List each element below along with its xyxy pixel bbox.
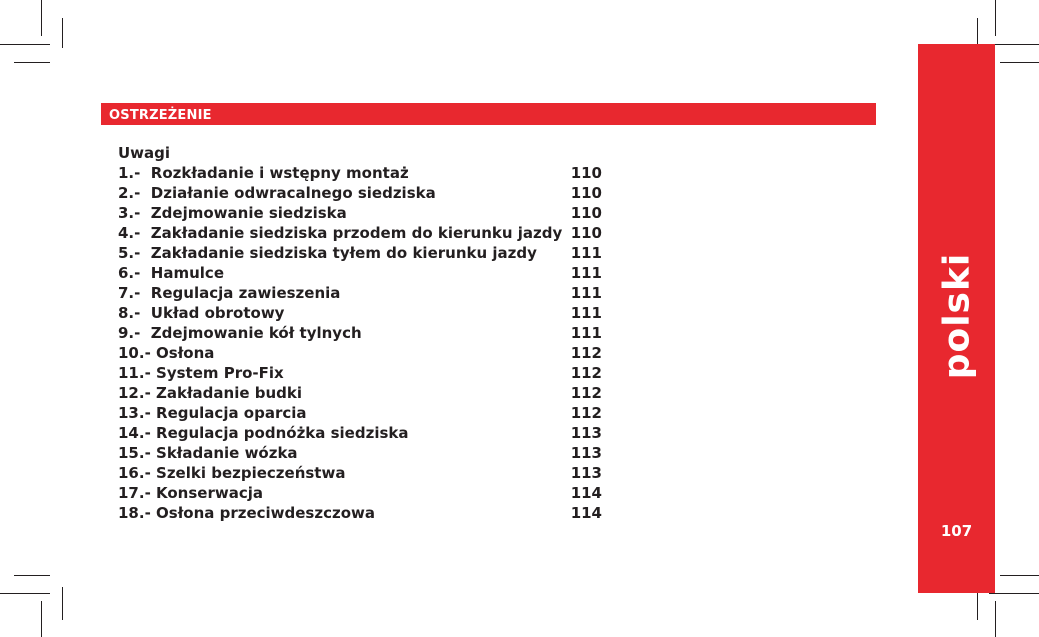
- crop-mark: [0, 593, 50, 594]
- toc-item-page: 114: [570, 504, 602, 522]
- toc-item: [118, 383, 608, 403]
- crop-mark: [1000, 62, 1039, 63]
- warning-header: OSTRZEŻENIE: [101, 103, 876, 125]
- toc-item: [118, 443, 608, 463]
- toc-item-label: 5.- Zakładanie siedziska tyłem do kierunku jazdy: [118, 244, 537, 262]
- toc-item: [118, 283, 608, 303]
- crop-mark: [41, 0, 42, 36]
- crop-mark: [989, 593, 1039, 594]
- toc-item-page: 113: [570, 444, 602, 462]
- toc-item-label: 10.- Osłona: [118, 344, 215, 362]
- toc-item-label: 9.- Zdejmowanie kół tylnych: [118, 324, 362, 342]
- toc-item-page: 110: [570, 164, 602, 182]
- toc-item-label: 16.- Szelki bezpieczeństwa: [118, 464, 346, 482]
- page-number: 107: [940, 522, 973, 540]
- toc-item-label: 13.- Regulacja oparcia: [118, 404, 307, 422]
- toc-item-label: 15.- Składanie wózka: [118, 444, 298, 462]
- toc-item: [118, 203, 608, 223]
- crop-mark: [62, 587, 63, 620]
- toc-item-label: 12.- Zakładanie budki: [118, 384, 303, 402]
- toc-item-page: 110: [570, 224, 602, 242]
- toc-item-label: 2.- Działanie odwracalnego siedziska: [118, 184, 436, 202]
- crop-mark: [41, 601, 42, 637]
- toc-item-label: 18.- Osłona przeciwdeszczowa: [118, 504, 375, 522]
- toc-item-page: 111: [570, 304, 602, 322]
- toc-item-page: 112: [570, 384, 602, 402]
- toc-item-label: 8.- Układ obrotowy: [118, 304, 285, 322]
- toc-item-label: 4.- Zakładanie siedziska przodem do kierunku jazdy: [118, 224, 563, 242]
- toc-item-page: 111: [570, 324, 602, 342]
- toc-item: [118, 323, 608, 343]
- crop-mark: [1000, 575, 1039, 576]
- toc-item-page: 113: [570, 464, 602, 482]
- toc-item: [118, 403, 608, 423]
- toc-item-page: 114: [570, 484, 602, 502]
- crop-mark: [0, 44, 50, 45]
- crop-mark: [989, 44, 1039, 45]
- toc-item-page: 112: [570, 364, 602, 382]
- table-of-contents: [118, 143, 608, 523]
- toc-item-label: 3.- Zdejmowanie siedziska: [118, 204, 347, 222]
- toc-list: [118, 163, 608, 523]
- toc-item: [118, 263, 608, 283]
- toc-item-label: 14.- Regulacja podnóżka siedziska: [118, 424, 409, 442]
- toc-item-label: 17.- Konserwacja: [118, 484, 263, 502]
- toc-item-page: 112: [570, 404, 602, 422]
- toc-item-label: 6.- Hamulce: [118, 264, 224, 282]
- toc-item: [118, 343, 608, 363]
- toc-item: [118, 183, 608, 203]
- toc-item: [118, 223, 608, 243]
- toc-item: [118, 303, 608, 323]
- toc-item: [118, 243, 608, 263]
- toc-item-page: 110: [570, 204, 602, 222]
- crop-mark: [995, 601, 996, 637]
- toc-item: [118, 163, 608, 183]
- crop-mark: [14, 575, 50, 576]
- toc-item: [118, 363, 608, 383]
- toc-item-page: 113: [570, 424, 602, 442]
- toc-item: [118, 423, 608, 443]
- toc-item-page: 111: [570, 284, 602, 302]
- language-label: polski: [936, 252, 977, 380]
- toc-item-label: 11.- System Pro-Fix: [118, 364, 284, 382]
- toc-item: [118, 483, 608, 503]
- toc-item-label: 1.- Rozkładanie i wstępny montaż: [118, 164, 409, 182]
- toc-item: [118, 503, 608, 523]
- toc-heading: Uwagi: [118, 144, 171, 162]
- crop-mark: [14, 62, 50, 63]
- toc-item: [118, 463, 608, 483]
- toc-item-page: 110: [570, 184, 602, 202]
- crop-mark: [995, 0, 996, 36]
- crop-mark: [62, 18, 63, 48]
- toc-item-page: 111: [570, 264, 602, 282]
- language-side-tab: [918, 44, 995, 593]
- toc-item-page: 112: [570, 344, 602, 362]
- toc-item-label: 7.- Regulacja zawieszenia: [118, 284, 341, 302]
- toc-item-page: 111: [570, 244, 602, 262]
